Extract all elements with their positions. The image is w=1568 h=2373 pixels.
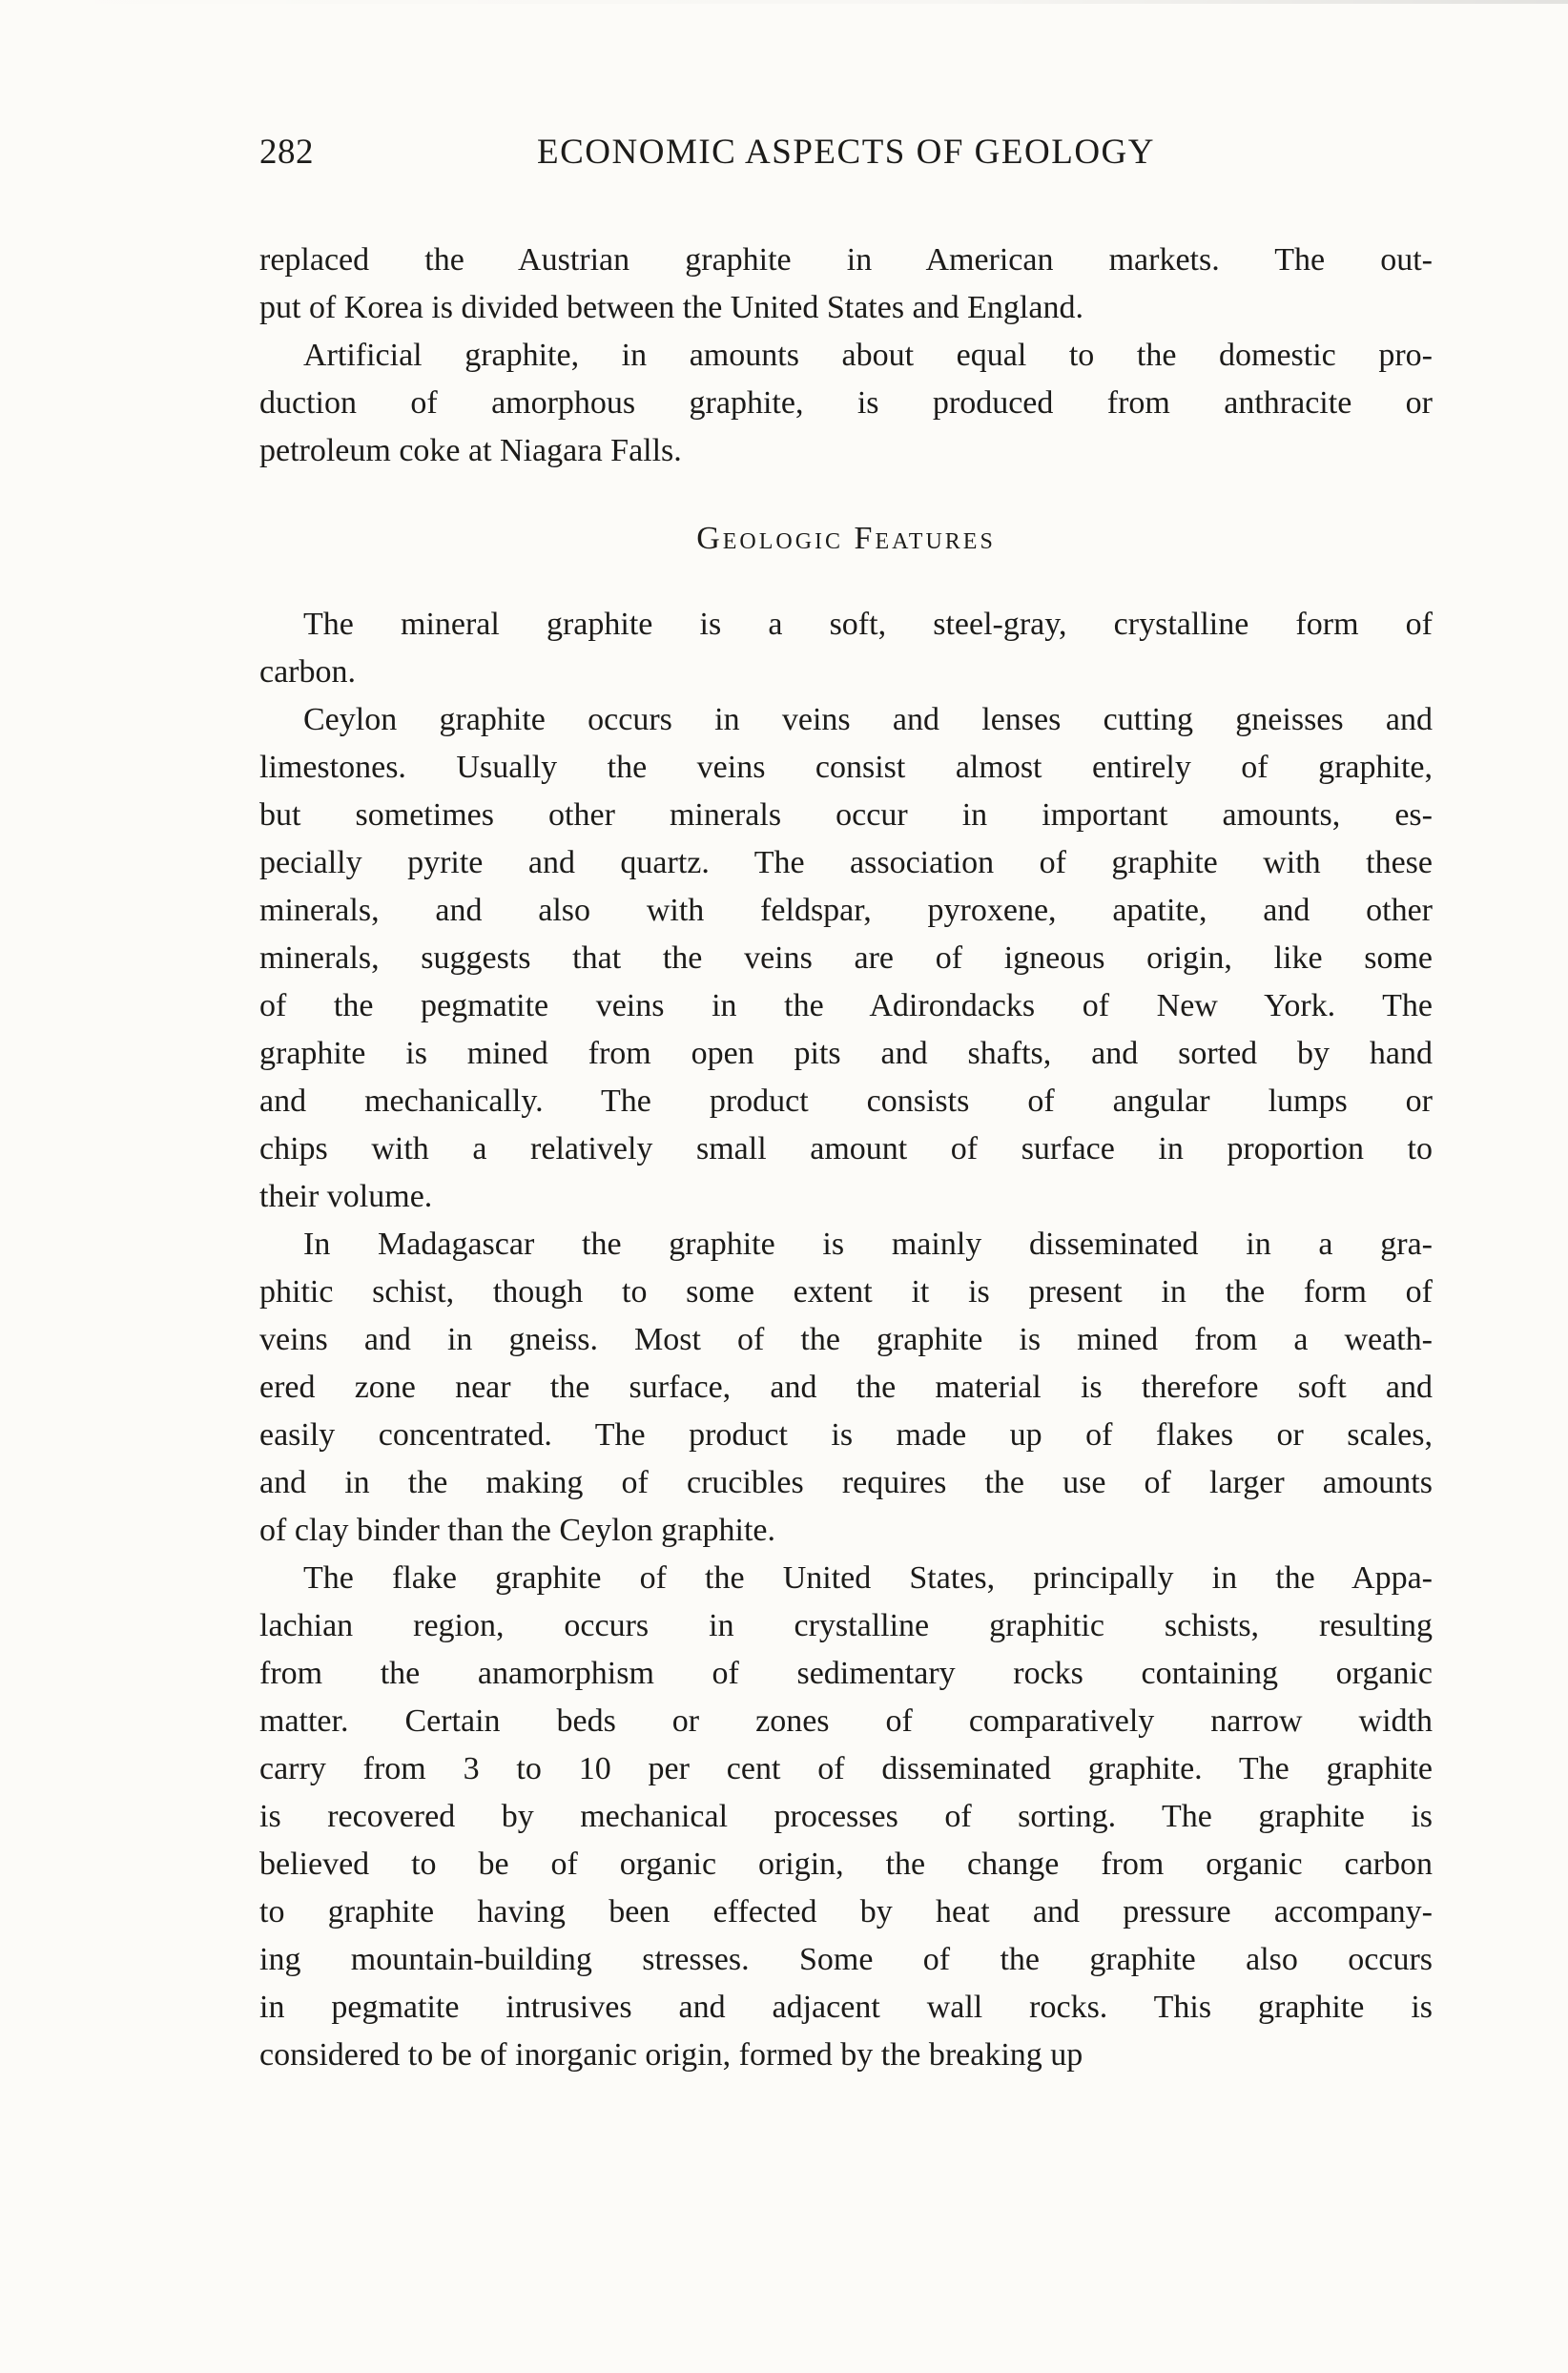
- text-line: and mechanically. The product consists of angular lumps or: [259, 1083, 1433, 1119]
- text-line: but sometimes other minerals occur in important amounts, es-: [259, 797, 1433, 833]
- text-line: in pegmatite intrusives and adjacent wall rocks. This graphite is: [259, 1990, 1433, 2025]
- paragraph: [259, 237, 1433, 332]
- text-line: carry from 3 to 10 per cent of disseminated graphite. The graphite: [259, 1751, 1433, 1786]
- page-header: [259, 132, 1433, 177]
- text-line: minerals, suggests that the veins are of igneous origin, like some: [259, 940, 1433, 976]
- text-line: is recovered by mechanical processes of sorting. The graphite is: [259, 1799, 1433, 1834]
- text-line: of the pegmatite veins in the Adirondacks of New York. The: [259, 988, 1433, 1023]
- section-heading: Geologic Features: [696, 521, 996, 556]
- text-line: chips with a relatively small amount of surface in proportion to: [259, 1131, 1433, 1166]
- text-line: put of Korea is divided between the United States and England.: [259, 290, 1083, 325]
- text-block: [259, 237, 1433, 2079]
- text-line: In Madagascar the graphite is mainly disseminated in a gra-: [303, 1227, 1433, 1262]
- text-line: The mineral graphite is a soft, steel-gray, crystalline form of: [303, 607, 1433, 642]
- text-line: lachian region, occurs in crystalline graphitic schists, resulting: [259, 1608, 1433, 1643]
- text-line: minerals, and also with feldspar, pyroxene, apatite, and other: [259, 893, 1433, 928]
- text-line: pecially pyrite and quartz. The association of graphite with these: [259, 845, 1433, 880]
- text-line: limestones. Usually the veins consist almost entirely of graphite,: [259, 750, 1433, 785]
- paragraph: [259, 332, 1433, 475]
- text-line: ered zone near the surface, and the material is therefore soft and: [259, 1370, 1433, 1405]
- text-line: The flake graphite of the United States, principally in the Appa-: [303, 1560, 1433, 1596]
- text-line: easily concentrated. The product is made up of flakes or scales,: [259, 1417, 1433, 1453]
- paragraph: [259, 696, 1433, 1221]
- text-line: Artificial graphite, in amounts about equal to the domestic pro-: [303, 338, 1433, 373]
- text-line: matter. Certain beds or zones of comparatively narrow width: [259, 1703, 1433, 1739]
- text-line: from the anamorphism of sedimentary rocks containing organic: [259, 1656, 1433, 1691]
- text-line: considered to be of inorganic origin, formed by the breaking up: [259, 2037, 1083, 2073]
- text-line: petroleum coke at Niagara Falls.: [259, 433, 682, 468]
- text-line: ing mountain-building stresses. Some of the graphite also occurs: [259, 1942, 1433, 1977]
- text-line: replaced the Austrian graphite in American markets. The out-: [259, 242, 1433, 278]
- text-line: their volume.: [259, 1179, 433, 1214]
- text-line: graphite is mined from open pits and shafts, and sorted by hand: [259, 1036, 1433, 1071]
- text-line: to graphite having been effected by heat and pressure accompany-: [259, 1894, 1433, 1929]
- paragraph: [259, 601, 1433, 696]
- text-line: Ceylon graphite occurs in veins and lenses cutting gneisses and: [303, 702, 1433, 737]
- text-line: duction of amorphous graphite, is produced from anthracite or: [259, 385, 1433, 421]
- text-line: veins and in gneiss. Most of the graphite is mined from a weath-: [259, 1322, 1433, 1357]
- page-number: 282: [259, 133, 314, 172]
- text-line: of clay binder than the Ceylon graphite.: [259, 1513, 775, 1548]
- paragraph: [259, 1221, 1433, 1555]
- text-line: believed to be of organic origin, the change from organic carbon: [259, 1847, 1433, 1882]
- paragraph: [259, 1555, 1433, 2079]
- text-line: phitic schist, though to some extent it is present in the form of: [259, 1274, 1433, 1310]
- scan-edge-artifact: [0, 0, 1568, 4]
- running-title: ECONOMIC ASPECTS OF GEOLOGY: [537, 133, 1155, 172]
- text-line: and in the making of crucibles requires the use of larger amounts: [259, 1465, 1433, 1500]
- text-line: carbon.: [259, 654, 357, 690]
